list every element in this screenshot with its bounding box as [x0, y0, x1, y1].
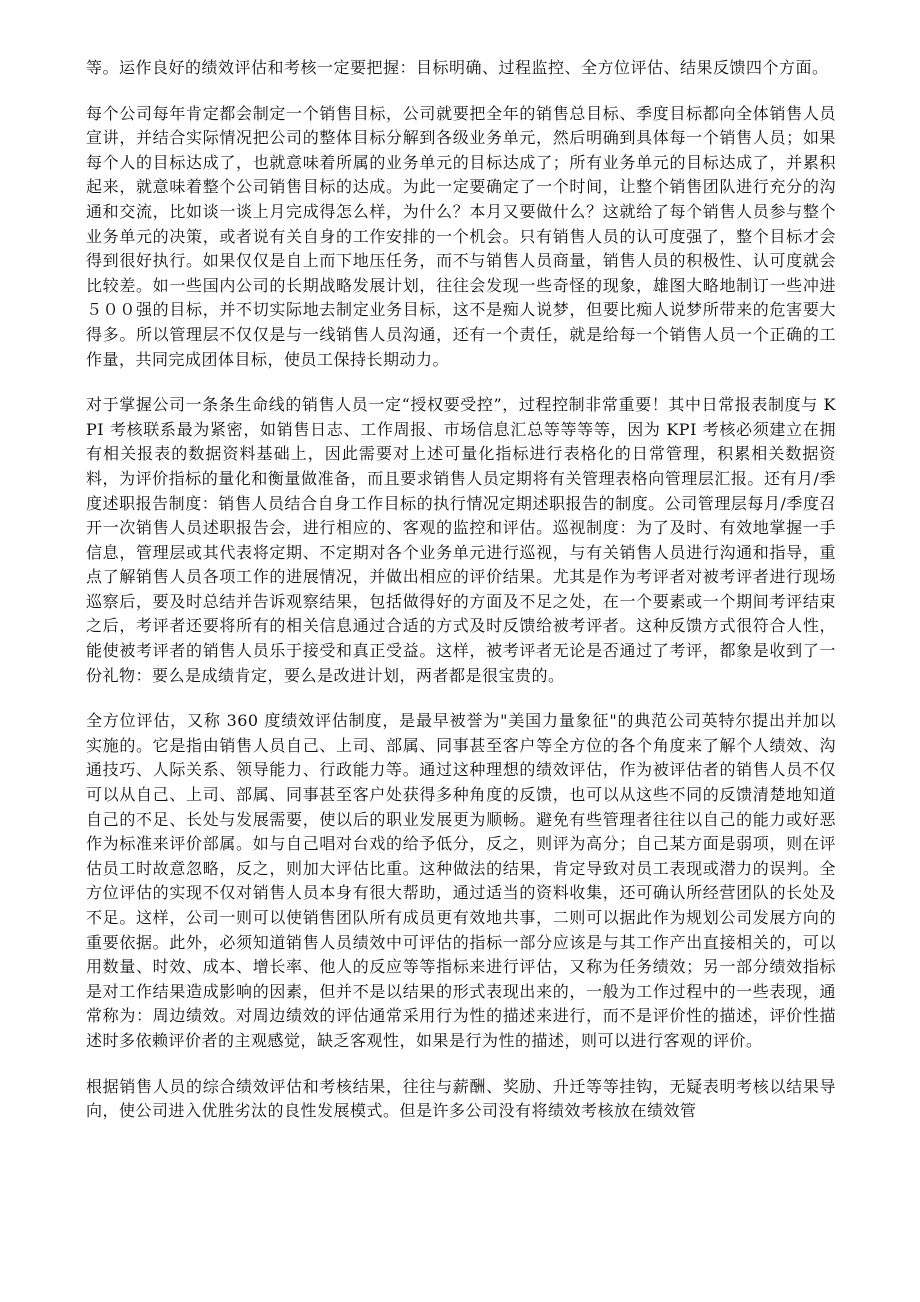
paragraph-1: 等。运作良好的绩效评估和考核一定要把握：目标明确、过程监控、全方位评估、结果反馈四个方面。: [86, 58, 829, 77]
paragraph-4: 全方位评估，又称 360 度绩效评估制度，是最早被誉为"美国力量象征"的典范公司英特尔提出并加以实施的。它是指由销售人员自己、上司、部属、同事甚至客户等全方位的各个角度来了解个人绩效、沟通技巧、人际关系、领导能力、行政能力等。通过这种理想的绩效评估，作为被评估者的销售人员不仅可以从自己、上司、部属、同事甚至客户处获得多种角度的反馈，也可以从这些不同的反馈清楚地知道自己的不足、长处与发展需要，使以后的职业发展更为顺畅。避免有些管理者往往以自己的能力或好恶作为标准来评价部属。如与自己唱对台戏的给予低分，反之，则评为高分；自己某方面是弱项，则在评估员工时故意忽略，反之，则加大评估比重。这种做法的结果，肯定导致对员工表现或潜力的误判。全方位评估的实现不仅对销售人员本身有很大帮助，通过适当的资料收集，还可确认所经营团队的长处及不足。这样，公司一则可以使销售团队所有成员更有效地共事，二则可以据此作为规划公司发展方向的重要依据。此外，必须知道销售人员绩效中可评估的指标一部分应该是与其工作产出直接相关的，可以用数量、时效、成本、增长率、他人的反应等等指标来进行评估，又称为任务绩效；另一部分绩效指标是对工作结果造成影响的因素，但并不是以结果的形式表现出来的，一般为工作过程中的一些表现，通常称为：周边绩效。对周边绩效的评估通常采用行为性的描述来进行，而不是评价性的描述，评价性描述时多依赖评价者的主观感觉，缺乏客观性，如果是行为性的描述，则可以进行客观的评价。: [86, 711, 836, 1050]
paragraph-3: 对于掌握公司一条条生命线的销售人员一定“授权要受控”，过程控制非常重要！其中日常报表制度与 KPI 考核联系最为紧密，如销售日志、工作周报、市场信息汇总等等等等，因为 KPI 考核必须建立在拥有相关报表的数据资料基础上，因此需要对上述可量化指标进行表格化的日常管理，积累相关数据资料，为评价指标的量化和衡量做准备，而且要求销售人员定期将有关管理表格向管理层汇报。还有月/季度述职报告制度：销售人员结合自身工作目标的执行情况定期述职报告的制度。公司管理层每月/季度召开一次销售人员述职报告会，进行相应的、客观的监控和评估。巡视制度：为了及时、有效地掌握一手信息，管理层或其代表将定期、不定期对各个业务单元进行巡视，与有关销售人员进行沟通和指导，重点了解销售人员各项工作的进展情况，并做出相应的评价结果。尤其是作为考评者对被考评者进行现场巡察后，要及时总结并告诉观察结果，包括做得好的方面及不足之处，在一个要素或一个期间考评结束之后，考评者还要将所有的相关信息通过合适的方式及时反馈给被考评者。这种反馈方式很符合人性，能使被考评者的销售人员乐于接受和真正受益。这样，被考评者无论是否通过了考评，都象是收到了一份礼物：要么是成绩肯定，要么是改进计划，两者都是很宝贵的。: [86, 395, 836, 685]
paragraph-2: 每个公司每年肯定都会制定一个销售目标，公司就要把全年的销售总目标、季度目标都向全体销售人员宣讲，并结合实际情况把公司的整体目标分解到各级业务单元，然后明确到具体每一个销售人员；如果每个人的目标达成了，也就意味着所属的业务单元的目标达成了；所有业务单元的目标达成了，并累积起来，就意味着整个公司销售目标的达成。为此一定要确定了一个时间，让整个销售团队进行充分的沟通和交流，比如谈一谈上月完成得怎么样，为什么？本月又要做什么？这就给了每个销售人员参与整个业务单元的决策，或者说有关自身的工作安排的一个机会。只有销售人员的认可度强了，整个目标才会得到很好执行。如果仅仅是自上而下地压任务，而不与销售人员商量，销售人员的积极性、认可度就会比较差。如一些国内公司的长期战略发展计划，往往会发现一些奇怪的现象，雄图大略地制订一些冲进５００强的目标，并不切实际地去制定业务目标，这不是痴人说梦，但要比痴人说梦所带来的危害要大得多。所以管理层不仅仅是与一线销售人员沟通，还有一个责任，就是给每一个销售人员一个正确的工作量，共同完成团体目标，使员工保持长期动力。: [86, 103, 836, 369]
paragraph-5: 根据销售人员的综合绩效评估和考核结果，往往与薪酬、奖励、升迁等等挂钩，无疑表明考核以结果导向，使公司进入优胜劣汰的良性发展模式。但是许多公司没有将绩效考核放在绩效管: [86, 1076, 836, 1121]
